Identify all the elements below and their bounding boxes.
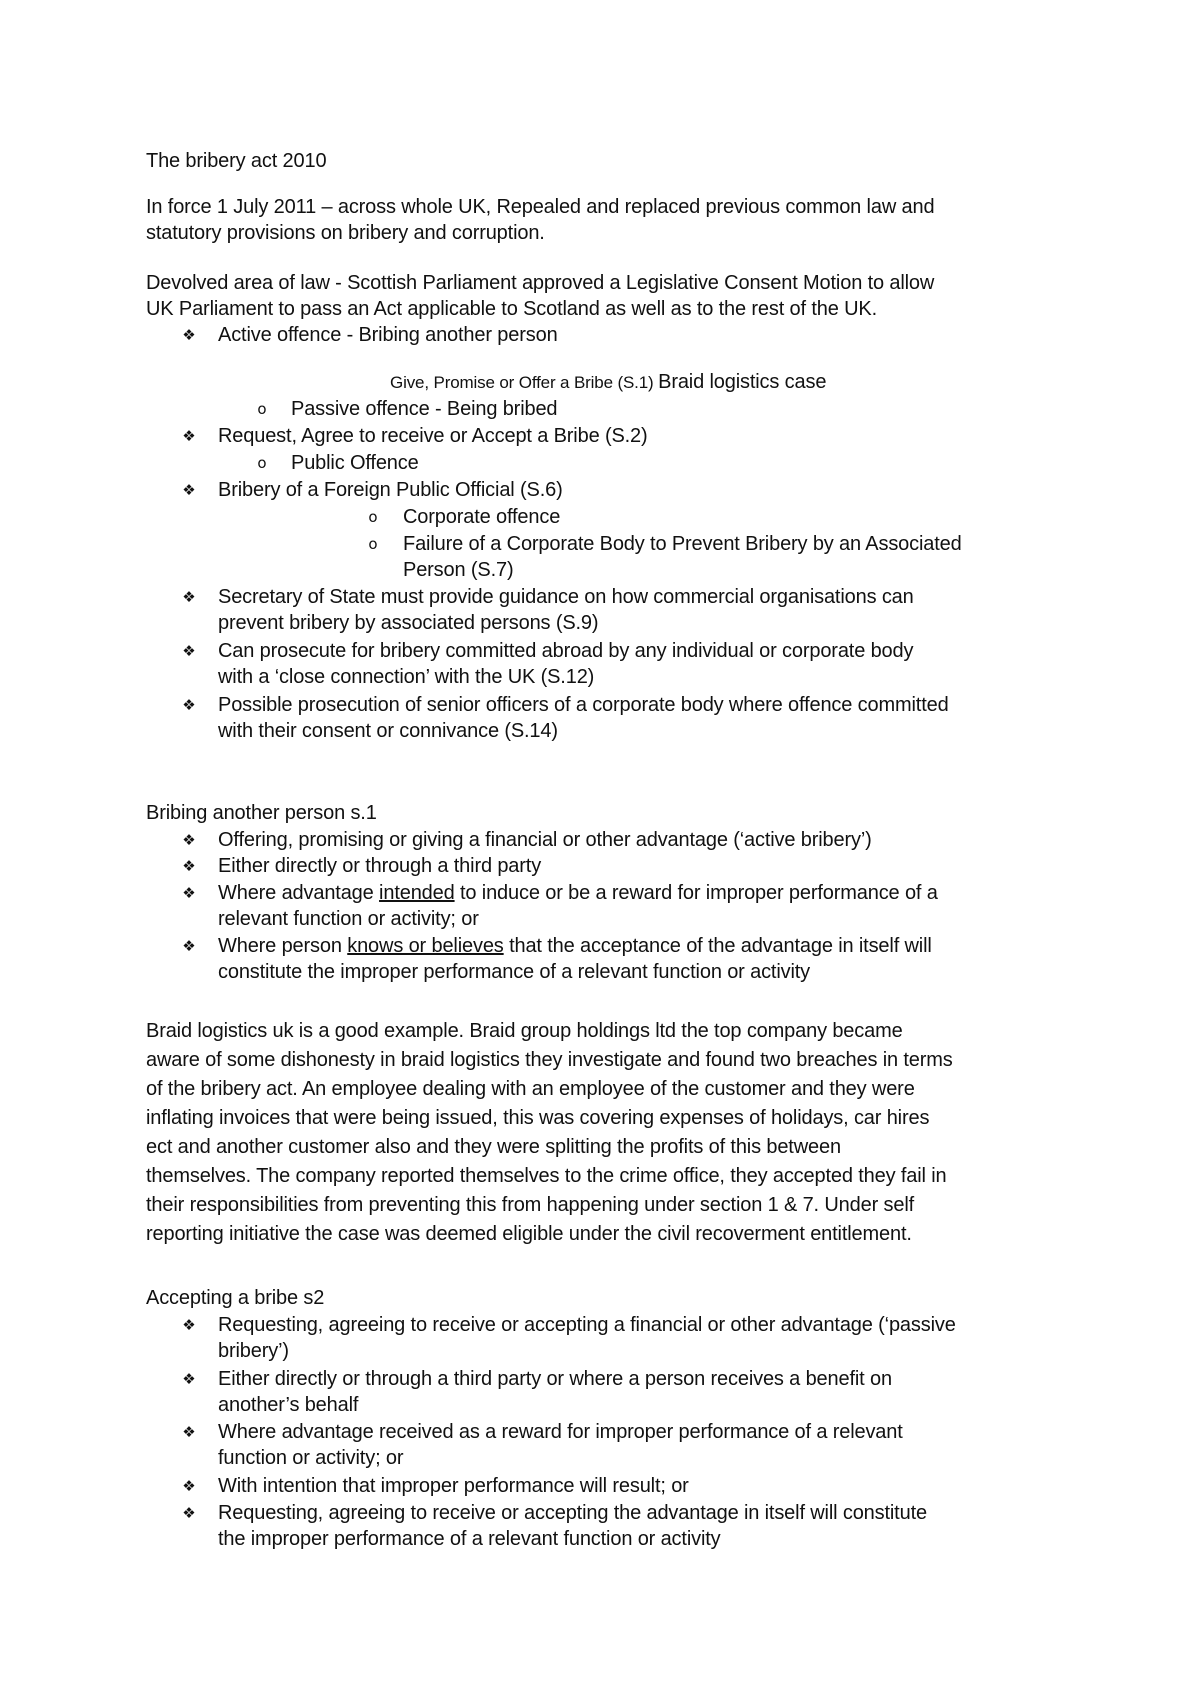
diamond-bullet-icon: ❖ [182,588,196,606]
diamond-bullet-icon: ❖ [182,427,196,445]
diamond-bullet-icon: ❖ [182,857,196,875]
list-item [218,880,938,906]
list-item-continuation: the improper performance of a relevant function or activity [218,1528,721,1550]
diamond-bullet-icon: ❖ [182,326,196,344]
intro-line: statutory provisions on bribery and corruption. [146,222,545,244]
text-run: that the acceptance of the advantage in itself will [503,935,932,957]
list-item: Failure of a Corporate Body to Prevent Bribery by an Associated [403,533,962,555]
paragraph-line: themselves. The company reported themselves to the crime office, they accepted they fail in [146,1165,947,1187]
diamond-bullet-icon: ❖ [182,884,196,902]
diamond-bullet-icon: ❖ [182,1477,196,1495]
paragraph-line: reporting initiative the case was deemed eligible under the civil recoverment entitlement. [146,1223,912,1245]
give-promise-text: Give, Promise or Offer a Bribe (S.1) [390,373,654,392]
list-item: Can prosecute for bribery committed abroad by any individual or corporate body [218,640,914,662]
list-item-continuation: relevant function or activity; or [218,908,479,930]
circle-bullet-icon: o [257,400,267,418]
underlined-text: knows or believes [347,935,504,957]
list-item: Either directly or through a third party or where a person receives a benefit on [218,1368,892,1390]
document-title: The bribery act 2010 [146,150,327,172]
list-item: Passive offence - Being bribed [291,398,558,420]
braid-case-text: Braid logistics case [658,371,827,393]
list-item: Possible prosecution of senior officers of a corporate body where offence committed [218,694,949,716]
list-item-continuation: function or activity; or [218,1447,404,1469]
list-item-continuation: prevent bribery by associated persons (S.9) [218,612,599,634]
list-item-continuation: bribery’) [218,1340,289,1362]
list-item: Requesting, agreeing to receive or accepting the advantage in itself will constitute [218,1502,927,1524]
paragraph-line: ect and another customer also and they were splitting the profits of this between [146,1136,841,1158]
circle-bullet-icon: o [368,508,378,526]
list-item: Public Offence [291,452,419,474]
list-item [218,933,932,959]
devolved-line: Devolved area of law - Scottish Parliament approved a Legislative Consent Motion to allow [146,272,935,294]
paragraph-line: aware of some dishonesty in braid logistics they investigate and found two breaches in terms [146,1049,953,1071]
list-item: Active offence - Bribing another person [218,324,558,346]
list-item: Secretary of State must provide guidance on how commercial organisations can [218,586,914,608]
list-item-continuation: Person (S.7) [403,559,514,581]
circle-bullet-icon: o [368,535,378,553]
list-item: Offering, promising or giving a financial or other advantage (‘active bribery’) [218,829,872,851]
list-item-continuation: with a ‘close connection’ with the UK (S.12) [218,666,595,688]
text-run: Where person [218,935,348,957]
list-item: Request, Agree to receive or Accept a Bribe (S.2) [218,425,648,447]
devolved-line: UK Parliament to pass an Act applicable to Scotland as well as to the rest of the UK. [146,298,877,320]
intro-line: In force 1 July 2011 – across whole UK, Repealed and replaced previous common law and [146,196,935,218]
section-heading: Accepting a bribe s2 [146,1287,325,1309]
list-item-continuation: constitute the improper performance of a relevant function or activity [218,961,811,983]
diamond-bullet-icon: ❖ [182,1370,196,1388]
list-item: Requesting, agreeing to receive or accepting a financial or other advantage (‘passive [218,1314,956,1336]
diamond-bullet-icon: ❖ [182,642,196,660]
section-heading: Bribing another person s.1 [146,802,377,824]
diamond-bullet-icon: ❖ [182,1504,196,1522]
paragraph-line: of the bribery act. An employee dealing with an employee of the customer and they were [146,1078,915,1100]
list-item: Corporate offence [403,506,561,528]
list-item: Either directly or through a third party [218,855,542,877]
list-item-continuation: with their consent or connivance (S.14) [218,720,558,742]
diamond-bullet-icon: ❖ [182,937,196,955]
diamond-bullet-icon: ❖ [182,481,196,499]
list-item [390,369,826,395]
list-item: Where advantage received as a reward for improper performance of a relevant [218,1421,903,1443]
diamond-bullet-icon: ❖ [182,696,196,714]
paragraph-line: inflating invoices that were being issued, this was covering expenses of holidays, car hires [146,1107,930,1129]
text-run: to induce or be a reward for improper performance of a [454,882,938,904]
underlined-text: intended [379,882,455,904]
circle-bullet-icon: o [257,454,267,472]
diamond-bullet-icon: ❖ [182,1316,196,1334]
list-item: Bribery of a Foreign Public Official (S.6) [218,479,563,501]
diamond-bullet-icon: ❖ [182,831,196,849]
text-run: Where advantage [218,882,380,904]
diamond-bullet-icon: ❖ [182,1423,196,1441]
list-item-continuation: another’s behalf [218,1394,359,1416]
list-item: With intention that improper performance will result; or [218,1475,689,1497]
paragraph-line: their responsibilities from preventing this from happening under section 1 & 7. Under self [146,1194,915,1216]
paragraph-line: Braid logistics uk is a good example. Braid group holdings ltd the top company became [146,1020,903,1042]
